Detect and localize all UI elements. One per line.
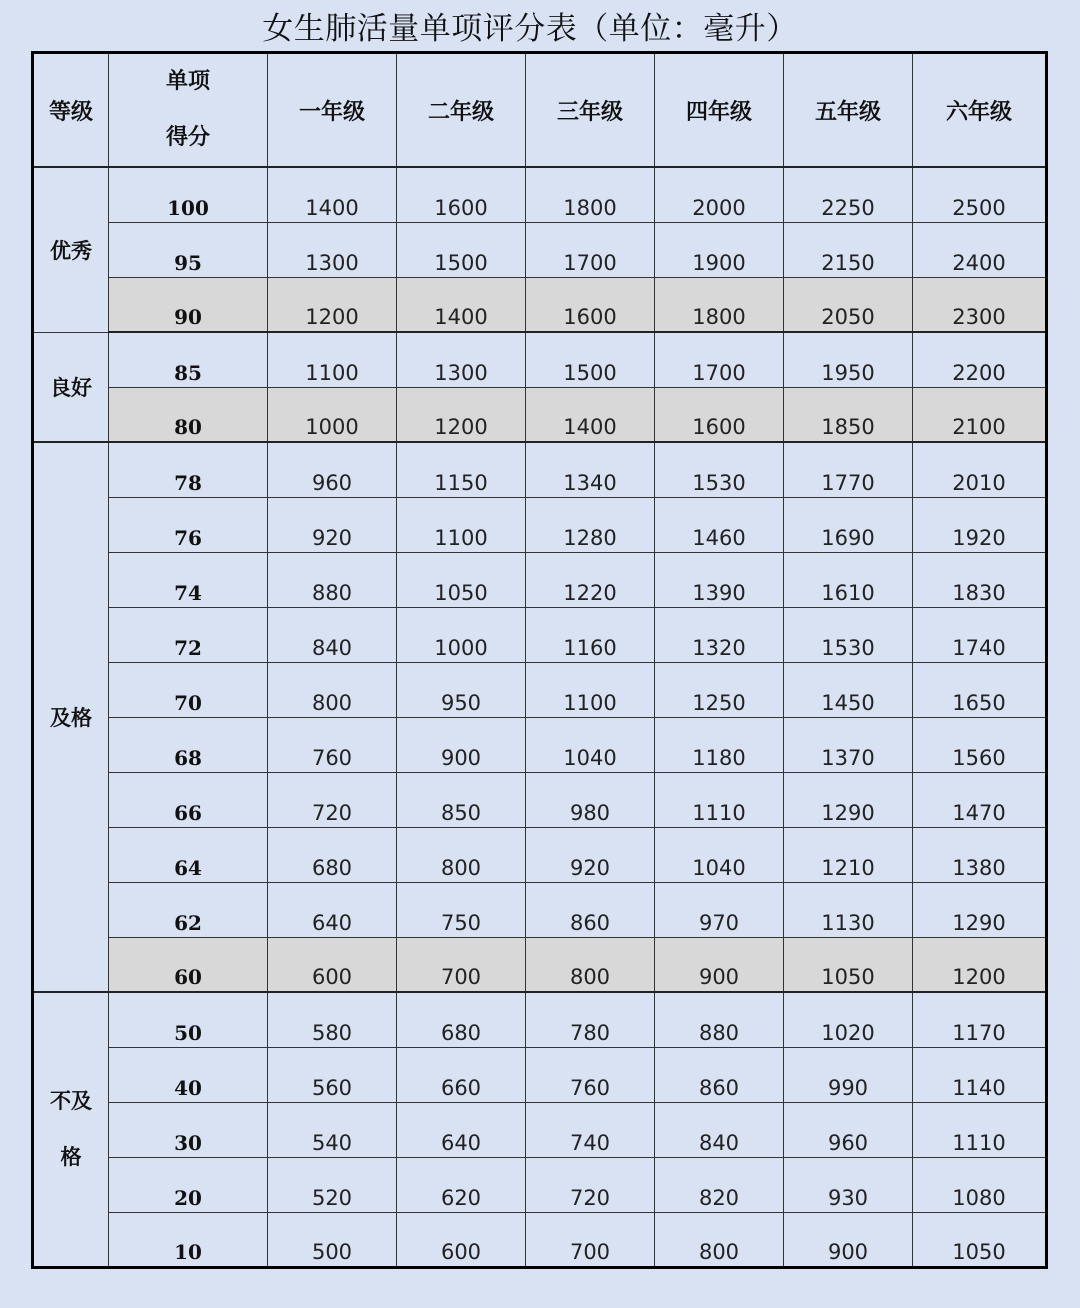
score-cell: 10 bbox=[109, 1212, 268, 1267]
value-cell: 820 bbox=[655, 1157, 784, 1212]
value-cell: 780 bbox=[526, 992, 655, 1047]
score-cell: 74 bbox=[109, 552, 268, 607]
value-cell: 1950 bbox=[784, 332, 913, 387]
value-cell: 1050 bbox=[913, 1212, 1047, 1267]
table-row bbox=[33, 882, 1047, 937]
value-cell: 620 bbox=[397, 1157, 526, 1212]
table-row bbox=[33, 992, 1047, 1047]
value-cell: 1800 bbox=[655, 277, 784, 332]
value-cell: 2150 bbox=[784, 222, 913, 277]
value-cell: 800 bbox=[397, 827, 526, 882]
value-cell: 640 bbox=[268, 882, 397, 937]
value-cell: 800 bbox=[526, 937, 655, 992]
value-cell: 580 bbox=[268, 992, 397, 1047]
table-row bbox=[33, 937, 1047, 992]
value-cell: 1140 bbox=[913, 1047, 1047, 1102]
value-cell: 2500 bbox=[913, 167, 1047, 222]
value-cell: 760 bbox=[268, 717, 397, 772]
value-cell: 920 bbox=[268, 497, 397, 552]
grade3-column-header: 三年级 bbox=[526, 53, 655, 168]
table-row bbox=[33, 717, 1047, 772]
grade-column-header: 等级 bbox=[33, 53, 109, 168]
value-cell: 2050 bbox=[784, 277, 913, 332]
grade-fail-line2: 格 bbox=[60, 1145, 82, 1170]
table-row bbox=[33, 772, 1047, 827]
value-cell: 1130 bbox=[784, 882, 913, 937]
value-cell: 1920 bbox=[913, 497, 1047, 552]
value-cell: 800 bbox=[268, 662, 397, 717]
value-cell: 1530 bbox=[655, 442, 784, 497]
grade4-column-header: 四年级 bbox=[655, 53, 784, 168]
table-row bbox=[33, 607, 1047, 662]
value-cell: 1770 bbox=[784, 442, 913, 497]
value-cell: 1560 bbox=[913, 717, 1047, 772]
value-cell: 520 bbox=[268, 1157, 397, 1212]
value-cell: 1080 bbox=[913, 1157, 1047, 1212]
value-cell: 640 bbox=[397, 1102, 526, 1157]
score-cell: 100 bbox=[109, 167, 268, 222]
value-cell: 680 bbox=[397, 992, 526, 1047]
score-cell: 70 bbox=[109, 662, 268, 717]
value-cell: 1400 bbox=[397, 277, 526, 332]
value-cell: 720 bbox=[268, 772, 397, 827]
table-row bbox=[33, 552, 1047, 607]
value-cell: 1160 bbox=[526, 607, 655, 662]
grade6-column-header: 六年级 bbox=[913, 53, 1047, 168]
value-cell: 1200 bbox=[913, 937, 1047, 992]
value-cell: 1100 bbox=[397, 497, 526, 552]
score-cell: 60 bbox=[109, 937, 268, 992]
table-row bbox=[33, 387, 1047, 442]
value-cell: 540 bbox=[268, 1102, 397, 1157]
score-cell: 80 bbox=[109, 387, 268, 442]
table-row bbox=[33, 277, 1047, 332]
value-cell: 880 bbox=[655, 992, 784, 1047]
value-cell: 750 bbox=[397, 882, 526, 937]
value-cell: 760 bbox=[526, 1047, 655, 1102]
value-cell: 1020 bbox=[784, 992, 913, 1047]
value-cell: 1400 bbox=[268, 167, 397, 222]
value-cell: 990 bbox=[784, 1047, 913, 1102]
value-cell: 1290 bbox=[913, 882, 1047, 937]
value-cell: 1050 bbox=[784, 937, 913, 992]
value-cell: 1340 bbox=[526, 442, 655, 497]
value-cell: 1300 bbox=[268, 222, 397, 277]
value-cell: 1500 bbox=[397, 222, 526, 277]
score-column-header bbox=[109, 53, 268, 168]
value-cell: 1000 bbox=[268, 387, 397, 442]
grade-excellent: 优秀 bbox=[33, 167, 109, 332]
score-cell: 85 bbox=[109, 332, 268, 387]
value-cell: 1100 bbox=[268, 332, 397, 387]
value-cell: 960 bbox=[784, 1102, 913, 1157]
value-cell: 1500 bbox=[526, 332, 655, 387]
value-cell: 1000 bbox=[397, 607, 526, 662]
value-cell: 680 bbox=[268, 827, 397, 882]
value-cell: 2250 bbox=[784, 167, 913, 222]
value-cell: 1400 bbox=[526, 387, 655, 442]
header-row bbox=[33, 53, 1047, 168]
value-cell: 980 bbox=[526, 772, 655, 827]
grade5-column-header: 五年级 bbox=[784, 53, 913, 168]
value-cell: 2400 bbox=[913, 222, 1047, 277]
table-row bbox=[33, 167, 1047, 222]
value-cell: 1040 bbox=[526, 717, 655, 772]
value-cell: 850 bbox=[397, 772, 526, 827]
value-cell: 1600 bbox=[655, 387, 784, 442]
value-cell: 860 bbox=[655, 1047, 784, 1102]
value-cell: 1700 bbox=[655, 332, 784, 387]
table-row bbox=[33, 1157, 1047, 1212]
grade-fail-line1: 不及 bbox=[50, 1089, 92, 1114]
value-cell: 2100 bbox=[913, 387, 1047, 442]
value-cell: 740 bbox=[526, 1102, 655, 1157]
value-cell: 1800 bbox=[526, 167, 655, 222]
value-cell: 500 bbox=[268, 1212, 397, 1267]
page-title: 女生肺活量单项评分表（单位：毫升） bbox=[262, 11, 798, 47]
table-row bbox=[33, 332, 1047, 387]
value-cell: 1610 bbox=[784, 552, 913, 607]
value-cell: 1650 bbox=[913, 662, 1047, 717]
value-cell: 970 bbox=[655, 882, 784, 937]
table-row bbox=[33, 442, 1047, 497]
value-cell: 1200 bbox=[397, 387, 526, 442]
grade2-column-header: 二年级 bbox=[397, 53, 526, 168]
value-cell: 560 bbox=[268, 1047, 397, 1102]
value-cell: 900 bbox=[784, 1212, 913, 1267]
value-cell: 1450 bbox=[784, 662, 913, 717]
value-cell: 1200 bbox=[268, 277, 397, 332]
value-cell: 1600 bbox=[397, 167, 526, 222]
value-cell: 840 bbox=[268, 607, 397, 662]
score-cell: 40 bbox=[109, 1047, 268, 1102]
value-cell: 1100 bbox=[526, 662, 655, 717]
value-cell: 700 bbox=[397, 937, 526, 992]
score-cell: 68 bbox=[109, 717, 268, 772]
value-cell: 1290 bbox=[784, 772, 913, 827]
score-table bbox=[31, 51, 1048, 1269]
value-cell: 1110 bbox=[655, 772, 784, 827]
value-cell: 1050 bbox=[397, 552, 526, 607]
value-cell: 2000 bbox=[655, 167, 784, 222]
value-cell: 2010 bbox=[913, 442, 1047, 497]
value-cell: 1040 bbox=[655, 827, 784, 882]
score-cell: 50 bbox=[109, 992, 268, 1047]
value-cell: 2300 bbox=[913, 277, 1047, 332]
value-cell: 950 bbox=[397, 662, 526, 717]
value-cell: 1370 bbox=[784, 717, 913, 772]
value-cell: 960 bbox=[268, 442, 397, 497]
table-row bbox=[33, 222, 1047, 277]
score-cell: 64 bbox=[109, 827, 268, 882]
value-cell: 1150 bbox=[397, 442, 526, 497]
value-cell: 1850 bbox=[784, 387, 913, 442]
value-cell: 1280 bbox=[526, 497, 655, 552]
value-cell: 1110 bbox=[913, 1102, 1047, 1157]
value-cell: 1210 bbox=[784, 827, 913, 882]
score-cell: 90 bbox=[109, 277, 268, 332]
value-cell: 900 bbox=[397, 717, 526, 772]
score-cell: 76 bbox=[109, 497, 268, 552]
grade-fail bbox=[33, 992, 109, 1267]
value-cell: 1470 bbox=[913, 772, 1047, 827]
value-cell: 1390 bbox=[655, 552, 784, 607]
value-cell: 800 bbox=[655, 1212, 784, 1267]
value-cell: 1830 bbox=[913, 552, 1047, 607]
value-cell: 1320 bbox=[655, 607, 784, 662]
value-cell: 600 bbox=[268, 937, 397, 992]
score-cell: 66 bbox=[109, 772, 268, 827]
value-cell: 1220 bbox=[526, 552, 655, 607]
value-cell: 660 bbox=[397, 1047, 526, 1102]
score-header-line2: 得分 bbox=[165, 125, 210, 150]
grade1-column-header: 一年级 bbox=[268, 53, 397, 168]
value-cell: 840 bbox=[655, 1102, 784, 1157]
table-row bbox=[33, 1212, 1047, 1267]
value-cell: 1170 bbox=[913, 992, 1047, 1047]
table-row bbox=[33, 1047, 1047, 1102]
table-row bbox=[33, 827, 1047, 882]
score-cell: 62 bbox=[109, 882, 268, 937]
grade-good: 良好 bbox=[33, 332, 109, 442]
score-cell: 78 bbox=[109, 442, 268, 497]
table-row bbox=[33, 1102, 1047, 1157]
value-cell: 880 bbox=[268, 552, 397, 607]
score-cell: 30 bbox=[109, 1102, 268, 1157]
value-cell: 1740 bbox=[913, 607, 1047, 662]
value-cell: 1180 bbox=[655, 717, 784, 772]
value-cell: 1700 bbox=[526, 222, 655, 277]
value-cell: 720 bbox=[526, 1157, 655, 1212]
value-cell: 860 bbox=[526, 882, 655, 937]
score-header-line1: 单项 bbox=[165, 69, 210, 94]
value-cell: 1600 bbox=[526, 277, 655, 332]
value-cell: 1300 bbox=[397, 332, 526, 387]
score-cell: 95 bbox=[109, 222, 268, 277]
value-cell: 1380 bbox=[913, 827, 1047, 882]
value-cell: 1900 bbox=[655, 222, 784, 277]
grade-pass: 及格 bbox=[33, 442, 109, 992]
value-cell: 1250 bbox=[655, 662, 784, 717]
score-cell: 72 bbox=[109, 607, 268, 662]
value-cell: 900 bbox=[655, 937, 784, 992]
value-cell: 700 bbox=[526, 1212, 655, 1267]
table-row bbox=[33, 662, 1047, 717]
value-cell: 2200 bbox=[913, 332, 1047, 387]
value-cell: 920 bbox=[526, 827, 655, 882]
value-cell: 600 bbox=[397, 1212, 526, 1267]
value-cell: 1690 bbox=[784, 497, 913, 552]
value-cell: 1530 bbox=[784, 607, 913, 662]
value-cell: 930 bbox=[784, 1157, 913, 1212]
score-cell: 20 bbox=[109, 1157, 268, 1212]
table-row bbox=[33, 497, 1047, 552]
value-cell: 1460 bbox=[655, 497, 784, 552]
